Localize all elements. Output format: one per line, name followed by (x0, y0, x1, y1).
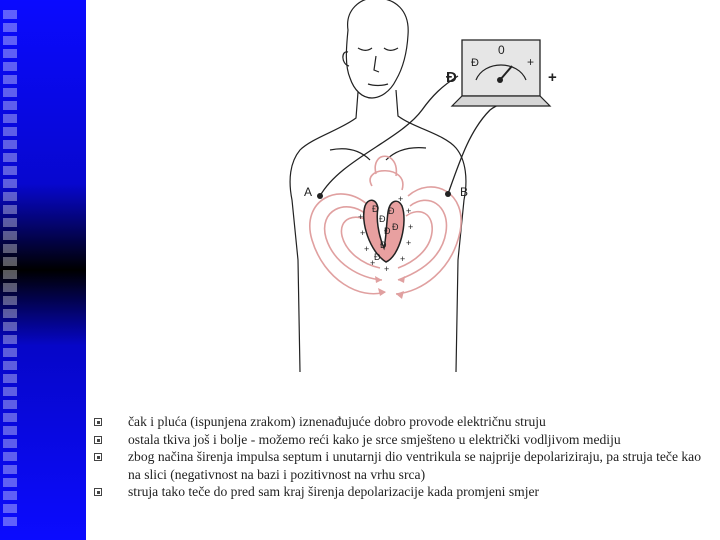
field-line-arrows (375, 276, 405, 299)
bullet-text: čak i pluća (ispunjena zrakom) iznenađujuće dobro provode električnu struju (128, 414, 546, 429)
charge-plus: + (360, 228, 366, 238)
bullet-square-icon (94, 418, 102, 426)
bullet-square-icon (94, 453, 102, 461)
charge-minus: Đ (384, 226, 391, 236)
charge-plus: + (358, 212, 364, 222)
charge-plus: + (384, 264, 390, 274)
list-item (90, 431, 715, 449)
list-item (90, 483, 715, 501)
charge-plus: + (370, 258, 376, 268)
bullet-text: ostala tkiva još i bolje - možemo reći kako je srce smješteno u električki vodljivom mediju (128, 431, 621, 447)
terminal-plus-label: + (548, 69, 557, 86)
charge-plus: + (398, 194, 404, 204)
meter-minus-label: Đ (471, 57, 479, 69)
charge-plus: + (364, 244, 370, 254)
bullet-text: zbog načina širenja impulsa septum i unutarnji dio ventrikula se najprije depolariziraju, pa struja teče kao na slici (negativnost na bazi i pozitivnost na vrhu srca) (128, 449, 702, 482)
bullet-square-icon (94, 488, 102, 496)
electrode-b-dot (445, 191, 451, 197)
bullet-text: struja tako teče do pred sam kraj širenja depolarizacije kada promjeni smjer (128, 484, 540, 500)
charge-plus: + (406, 238, 412, 248)
charge-minus: Đ (372, 204, 379, 214)
electrode-a-dot (317, 193, 323, 199)
charge-plus: + (400, 254, 406, 264)
charge-plus: + (406, 206, 412, 216)
ecg-dipole-diagram (200, 0, 580, 372)
list-item (90, 448, 715, 483)
charge-minus: Đ (380, 240, 387, 250)
terminal-minus-label: Đ (446, 69, 457, 86)
charge-minus: Đ (388, 206, 395, 216)
sidebar-squares (3, 10, 17, 530)
bullet-square-icon (94, 436, 102, 444)
galvanometer (452, 40, 550, 106)
charge-plus: + (408, 222, 414, 232)
human-torso-outline (290, 0, 469, 372)
charge-minus: Đ (379, 214, 386, 224)
charge-minus: Đ (374, 252, 381, 262)
decorative-sidebar (0, 0, 86, 540)
electrode-b-label: B (460, 185, 469, 199)
meter-zero-label: 0 (498, 43, 505, 57)
meter-plus-label: + (527, 55, 535, 69)
list-item (90, 413, 715, 431)
charge-minus: Đ (392, 222, 399, 232)
electrode-a-label: A (304, 185, 313, 199)
bullet-list (90, 413, 715, 501)
